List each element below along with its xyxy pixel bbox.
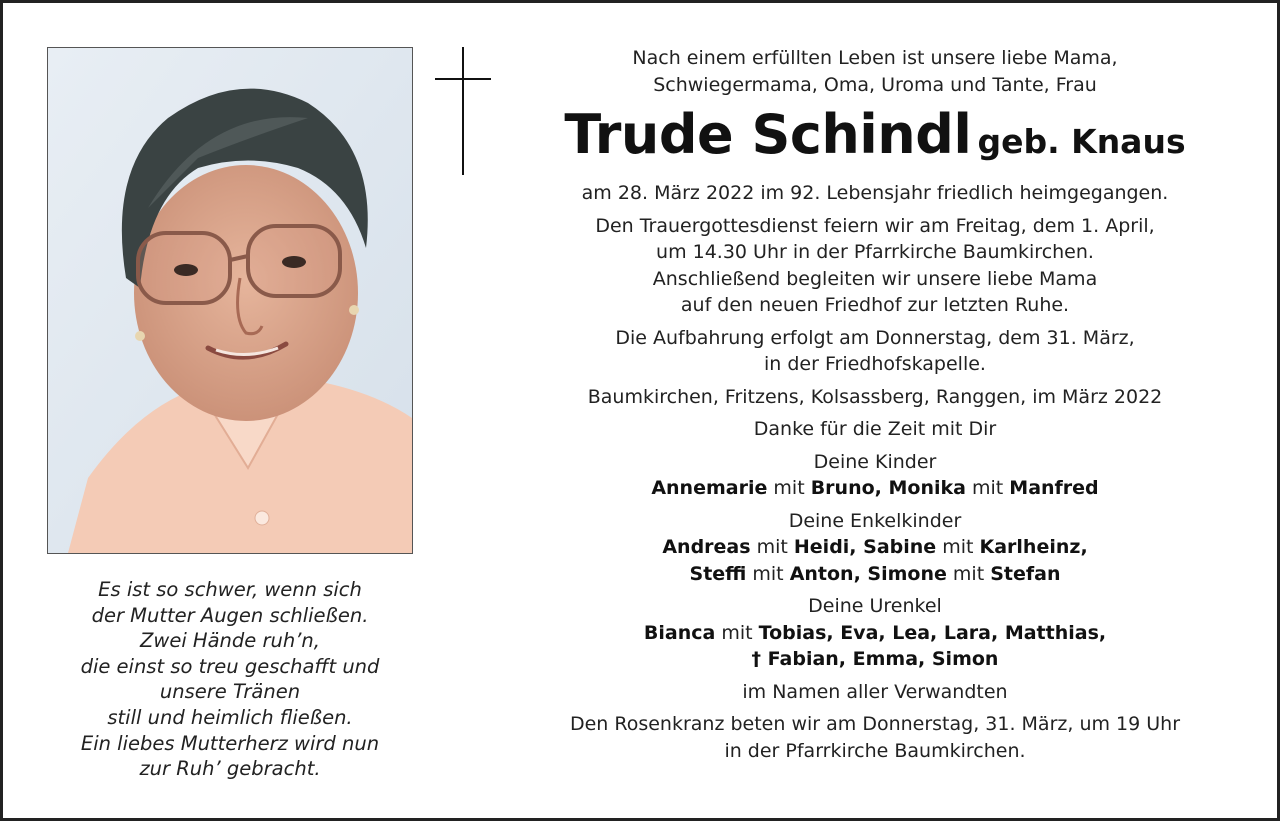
maiden-name: geb. Knaus xyxy=(977,122,1186,161)
poem-line: Zwei Hände ruh’n, xyxy=(140,629,320,653)
connector-text: mit xyxy=(946,562,991,585)
thanks-line: Danke für die Zeit mit Dir xyxy=(753,418,997,440)
grandchildren-names xyxy=(535,561,1215,588)
family-name-text: Annemarie xyxy=(651,477,768,499)
intro-line: Nach einem erfüllten Leben ist unsere liebe Mama, xyxy=(632,47,1118,69)
place-date-line: Baumkirchen, Fritzens, Kolsassberg, Ranggen, im März 2022 xyxy=(587,385,1163,408)
family-name-text: Bruno, Monika xyxy=(810,477,966,499)
great-grandchildren-heading: Deine Urenkel xyxy=(808,595,942,617)
family-name-text: Stefan xyxy=(990,562,1061,585)
family-name-text: Anton, Simone xyxy=(789,562,947,585)
deceased-name: Trude Schindl xyxy=(564,103,972,166)
family-name-text: † Fabian, Emma, Simon xyxy=(751,648,999,670)
memorial-poem xyxy=(47,577,413,782)
family-name-text: Tobias, Eva, Lea, Lara, Matthias, xyxy=(758,621,1107,644)
poem-line: zur Ruh’ gebracht. xyxy=(139,757,321,781)
deceased-name-line xyxy=(535,102,1215,180)
service-line: um 14.30 Uhr in der Pfarrkirche Baumkirchen. xyxy=(656,241,1094,263)
rosary-line: Den Rosenkranz beten wir am Donnerstag, 31. März, um 19 Uhr xyxy=(569,713,1181,735)
children-heading: Deine Kinder xyxy=(813,450,937,473)
great-grandchildren-names xyxy=(535,646,1215,673)
poem-line: still und heimlich fließen. xyxy=(107,705,353,729)
service-line: Den Trauergottesdienst feiern wir am Freitag, dem 1. April, xyxy=(595,214,1155,237)
connector-text: mit xyxy=(936,536,980,558)
relatives-line: im Namen aller Verwandten xyxy=(742,680,1008,703)
poem-line: der Mutter Augen schließen. xyxy=(91,603,369,627)
great-grandchildren-names xyxy=(535,620,1215,647)
children-names xyxy=(535,475,1215,502)
family-name-text: Andreas xyxy=(662,536,751,558)
family-name-text: Manfred xyxy=(1009,477,1099,499)
grandchildren-heading: Deine Enkelkinder xyxy=(788,509,962,532)
rosary-line: in der Pfarrkirche Baumkirchen. xyxy=(724,739,1026,762)
family-name-text: Bianca xyxy=(643,621,716,644)
poem-line: die einst so treu geschafft und xyxy=(80,654,380,678)
cross-icon-bar xyxy=(435,78,491,80)
connector-text: mit xyxy=(965,477,1010,499)
connector-text: mit xyxy=(767,477,811,499)
portrait-photo xyxy=(47,47,413,554)
poem-line: Ein liebes Mutterherz wird nun xyxy=(80,731,380,755)
family-name-text: Heidi, Sabine xyxy=(793,536,937,558)
death-date-line: am 28. März 2022 im 92. Lebensjahr friedlich heimgegangen. xyxy=(581,182,1169,204)
notice-text xyxy=(535,45,1215,764)
viewing-line: Die Aufbahrung erfolgt am Donnerstag, dem 31. März, xyxy=(615,326,1135,349)
poem-line: unsere Tränen xyxy=(159,680,301,704)
family-name-text: Steffi xyxy=(689,562,747,585)
poem-line: Es ist so schwer, wenn sich xyxy=(98,578,362,601)
viewing-line: in der Friedhofskapelle. xyxy=(764,353,986,375)
connector-text: mit xyxy=(750,536,794,558)
service-line: auf den neuen Friedhof zur letzten Ruhe. xyxy=(680,294,1070,316)
cross-icon xyxy=(462,47,464,175)
connector-text: mit xyxy=(746,562,790,585)
family-name-text: Karlheinz, xyxy=(979,536,1088,558)
connector-text: mit xyxy=(715,621,759,644)
grandchildren-names xyxy=(535,534,1215,561)
service-line: Anschließend begleiten wir unsere liebe Mama xyxy=(652,267,1098,290)
intro-line: Schwiegermama, Oma, Uroma und Tante, Frau xyxy=(653,73,1097,96)
